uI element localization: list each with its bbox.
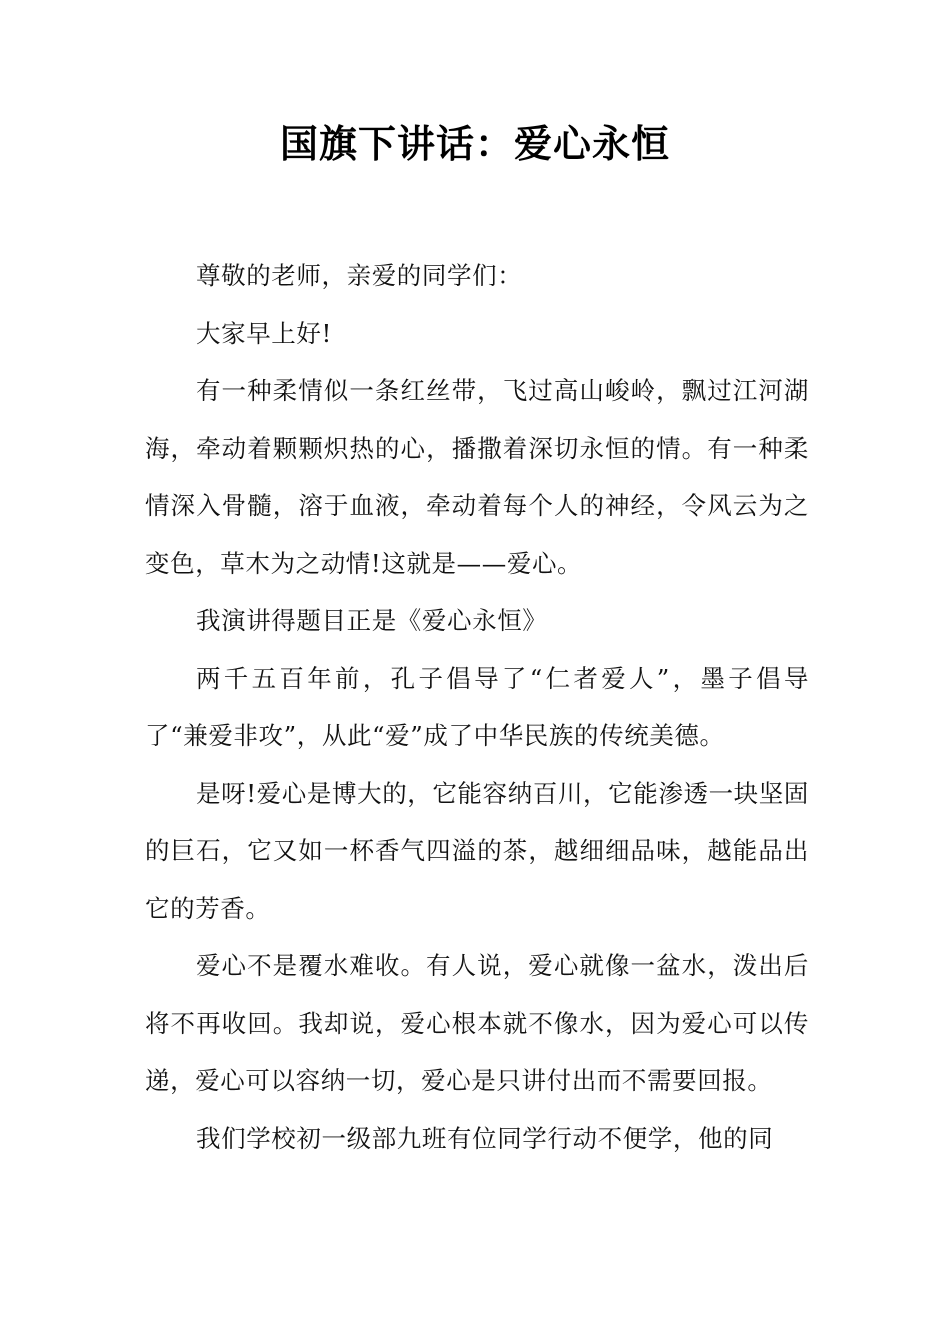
document-body	[145, 247, 809, 1167]
paragraph-greeting: 大家早上好!	[196, 318, 332, 348]
paragraph: 我们学校初一级部九班有位同学行动不便学，他的同	[196, 1123, 774, 1153]
document-title: 国旗下讲话：爱心永恒	[279, 122, 670, 166]
paragraph: 爱心不是覆水难收。有人说，爱心就像一盆水，泼出后将不再收回。我却说，爱心根本就不像水，因为爱心可以传递，爱心可以容纳一切，爱心是只讲付出而不需要回报。	[145, 951, 809, 1095]
paragraph: 是呀!爱心是博大的，它能容纳百川，它能渗透一块坚固的巨石，它又如一杯香气四溢的茶，越细细品味，越能品出它的芳香。	[145, 778, 809, 923]
paragraph: 两千五百年前，孔子倡导了“仁者爱人”，墨子倡导了“兼爱非攻”，从此“爱”成了中华民族的传统美德。	[145, 663, 809, 750]
paragraph-salutation: 尊敬的老师，亲爱的同学们：	[196, 261, 523, 290]
paragraph: 有一种柔情似一条红丝带，飞过高山峻岭，飘过江河湖海，牵动着颗颗炽热的心，播撒着深切永恒的情。有一种柔情深入骨髓，溶于血液，牵动着每个人的神经，令风云为之变色，草木为之动情!这就是——爱心。	[145, 376, 809, 578]
paragraph: 我演讲得题目正是《爱心永恒》	[196, 606, 548, 635]
